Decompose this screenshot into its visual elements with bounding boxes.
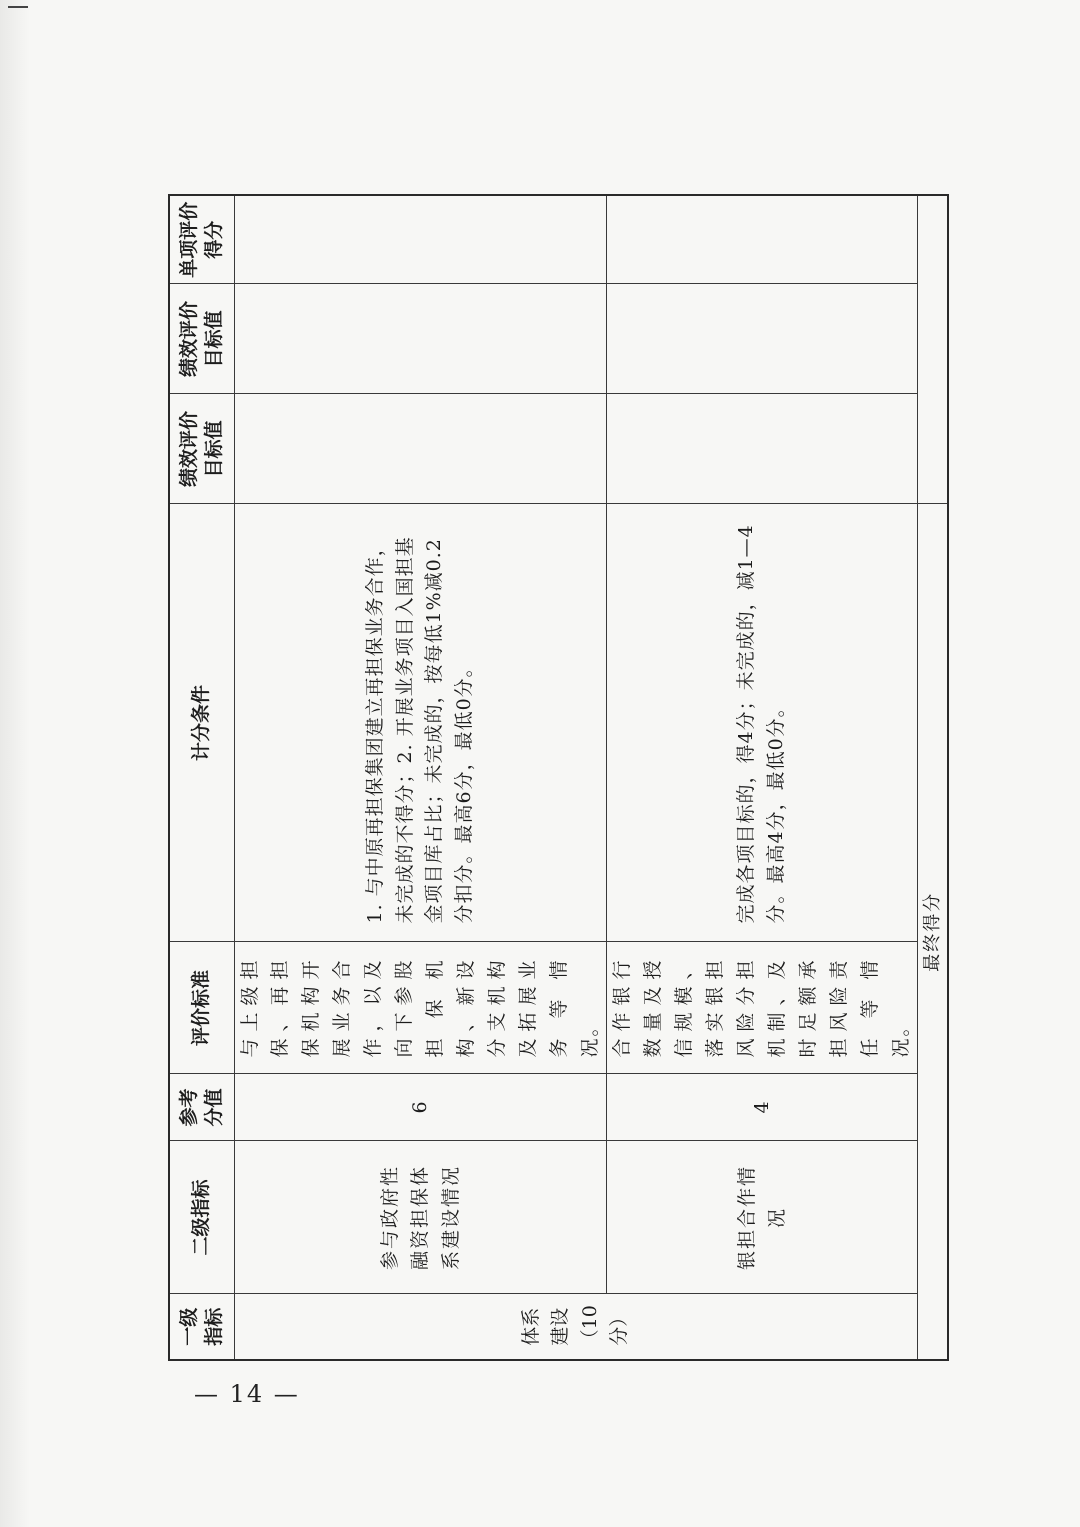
target1-cell	[234, 394, 607, 504]
single-score-cell	[234, 195, 607, 284]
ref-score-cell	[607, 1074, 918, 1141]
ref-score-cell	[234, 1074, 607, 1141]
header-row	[169, 195, 234, 1360]
header-target1: 绩效评价 目标值	[169, 394, 234, 504]
criteria-value: 合作银行数量及授信规模、落实银担风险分担机制、及时足额承担风险责任等情况。	[611, 958, 912, 1058]
single-score-cell	[607, 195, 918, 284]
criteria-value: 与上级担保、再担保机构开展业务合作，以及向下参股担保机构、新设分支机构及拓展业务等情况。	[238, 958, 602, 1058]
header-ref-score: 参考 分值	[169, 1074, 234, 1141]
target2-cell	[234, 284, 607, 394]
level1-cell	[234, 1294, 917, 1360]
page-binding-edge	[0, 0, 30, 1527]
criteria-cell	[607, 942, 918, 1074]
level1-value: 体系 建设 （10分）	[519, 1305, 631, 1349]
ref-score-value: 6	[408, 1101, 431, 1114]
scoring-cell	[607, 504, 918, 942]
rotated-table-container	[168, 196, 943, 1361]
header-level2: 二级指标	[169, 1141, 234, 1294]
criteria-cell	[234, 942, 607, 1074]
scoring-value: 1. 与中原再担保集团建立再担保业务合作，未完成的不得分；2. 开展业务项目入国担基金项目库占比；未完成的，按每低1%减0.2分扣分。最高6分，最低0分。	[364, 536, 475, 924]
ref-score-value: 4	[750, 1101, 773, 1114]
scoring-cell	[234, 504, 607, 942]
corner-mark	[8, 6, 28, 8]
level2-value: 参与政府性融资担保体系建设情况	[378, 1165, 462, 1271]
header-target2: 绩效评价 目标值	[169, 284, 234, 394]
level2-cell	[607, 1141, 918, 1294]
level2-value: 银担合作情况	[735, 1165, 788, 1271]
evaluation-table	[168, 194, 949, 1361]
final-score-label	[917, 504, 948, 1360]
final-score-value-cell	[917, 195, 948, 504]
target2-cell	[607, 284, 918, 394]
header-criteria: 评价标准	[169, 942, 234, 1074]
target1-cell	[607, 394, 918, 504]
table-row	[234, 195, 607, 1360]
header-scoring: 计分条件	[169, 504, 234, 942]
scoring-value: 完成各项目标的，得4分；未完成的，减1—4分。最高4分，最低0分。	[735, 524, 787, 924]
table-row	[607, 195, 918, 1360]
header-level1: 一级 指标	[169, 1294, 234, 1360]
final-row	[917, 195, 948, 1360]
level2-cell	[234, 1141, 607, 1294]
final-score-text: 最终得分	[921, 891, 943, 972]
page-number: — 14 —	[194, 1380, 300, 1408]
header-single-score: 单项评价 得分	[169, 195, 234, 284]
